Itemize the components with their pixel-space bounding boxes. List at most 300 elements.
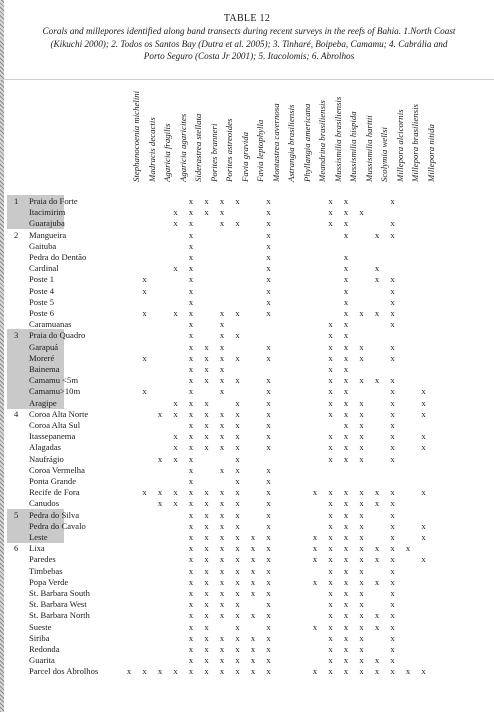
site-name: Bainema: [29, 364, 60, 374]
presence-mark: x: [343, 666, 349, 677]
presence-mark: x: [266, 599, 271, 610]
presence-mark: x: [328, 666, 333, 677]
presence-mark: x: [188, 588, 194, 598]
presence-mark: x: [204, 666, 209, 677]
presence-mark: x: [219, 420, 225, 430]
presence-mark: x: [204, 498, 209, 509]
species-name: Madracis decactis: [146, 117, 157, 182]
presence-mark: x: [359, 576, 364, 587]
presence-mark: x: [266, 509, 271, 520]
presence-mark: x: [421, 397, 426, 408]
presence-mark: x: [204, 352, 209, 363]
presence-mark: x: [359, 520, 364, 531]
presence-mark: x: [235, 588, 240, 598]
presence-mark: x: [312, 532, 318, 542]
table-row: [0, 476, 494, 487]
presence-mark: x: [328, 196, 333, 206]
presence-mark: x: [266, 263, 271, 274]
presence-mark: x: [328, 543, 333, 554]
presence-mark: x: [188, 431, 194, 442]
presence-mark: x: [235, 352, 240, 363]
presence-mark: x: [374, 621, 380, 632]
table-row: [0, 655, 494, 666]
presence-mark: x: [235, 632, 240, 643]
presence-mark: x: [157, 408, 163, 419]
table-row: [0, 252, 494, 263]
presence-mark: x: [343, 375, 349, 386]
table-row: [0, 330, 494, 341]
presence-mark: x: [235, 599, 240, 610]
presence-mark: x: [328, 588, 333, 598]
presence-mark: x: [219, 509, 225, 520]
site-name: Moreré: [29, 352, 55, 363]
presence-mark: x: [266, 352, 271, 363]
presence-mark: x: [219, 543, 225, 554]
presence-mark: x: [250, 644, 256, 654]
presence-mark: x: [188, 644, 194, 654]
region-number: 1: [14, 196, 19, 206]
presence-mark: x: [204, 621, 209, 632]
presence-mark: x: [328, 207, 333, 218]
presence-mark: x: [204, 644, 209, 654]
presence-mark: x: [173, 453, 178, 464]
presence-mark: x: [235, 442, 240, 453]
presence-mark: x: [343, 431, 349, 442]
table-row: [0, 454, 494, 465]
presence-mark: x: [188, 308, 194, 318]
species-name: Favia gravida: [239, 131, 250, 182]
presence-mark: x: [421, 554, 426, 565]
presence-mark: x: [390, 655, 395, 666]
presence-mark: x: [328, 397, 333, 408]
site-name: Poste 4: [29, 285, 55, 296]
presence-mark: x: [235, 576, 240, 587]
table-row: [0, 543, 494, 554]
presence-mark: x: [188, 408, 194, 419]
table-row: [0, 342, 494, 353]
table-row: [0, 409, 494, 420]
region-number: 4: [14, 408, 19, 419]
presence-mark: x: [359, 397, 364, 408]
presence-mark: x: [328, 621, 333, 632]
presence-mark: x: [343, 364, 349, 374]
presence-mark: x: [266, 240, 271, 251]
species-name: Scolymia wellsi: [379, 127, 389, 182]
presence-mark: x: [390, 588, 395, 598]
presence-mark: x: [173, 263, 178, 274]
presence-mark: x: [250, 655, 256, 666]
presence-mark: x: [421, 386, 426, 397]
presence-mark: x: [235, 330, 240, 341]
presence-mark: x: [374, 375, 380, 386]
table-row: [0, 297, 494, 308]
presence-mark: x: [359, 431, 364, 442]
presence-mark: x: [390, 576, 395, 587]
presence-mark: x: [359, 453, 364, 464]
presence-mark: x: [204, 610, 209, 621]
presence-mark: x: [266, 610, 271, 621]
presence-mark: x: [266, 621, 271, 632]
presence-mark: x: [173, 498, 178, 509]
presence-mark: x: [390, 442, 395, 453]
presence-mark: x: [343, 520, 349, 531]
presence-mark: x: [173, 431, 178, 442]
presence-mark: x: [328, 655, 333, 666]
site-name: Ponta Grande: [29, 476, 77, 486]
presence-mark: x: [235, 464, 240, 475]
presence-mark: x: [188, 352, 194, 363]
presence-mark: x: [328, 218, 333, 229]
presence-mark: x: [359, 599, 364, 610]
presence-mark: x: [266, 666, 271, 677]
presence-mark: x: [188, 229, 194, 240]
site-name: Poste 6: [29, 308, 55, 318]
presence-mark: x: [219, 666, 225, 677]
presence-mark: x: [390, 565, 395, 576]
presence-mark: x: [219, 610, 225, 621]
presence-mark: x: [328, 565, 333, 576]
presence-mark: x: [219, 588, 225, 598]
presence-mark: x: [219, 644, 225, 654]
presence-mark: x: [390, 554, 395, 565]
presence-mark: x: [343, 285, 349, 296]
presence-mark: x: [173, 487, 178, 498]
presence-mark: x: [266, 464, 271, 475]
site-name: Itassepanema: [29, 431, 76, 442]
presence-mark: x: [328, 453, 333, 464]
site-name: Guarajuba: [29, 218, 65, 229]
presence-mark: x: [235, 420, 240, 430]
presence-mark: x: [250, 532, 256, 542]
site-name: Caramuanas: [29, 319, 72, 330]
presence-mark: x: [250, 554, 256, 565]
table-row: [0, 230, 494, 241]
region-number: 2: [14, 229, 19, 240]
species-name: Siderastrea stellata: [193, 113, 203, 182]
presence-mark: x: [235, 565, 240, 576]
presence-mark: x: [390, 308, 395, 318]
presence-mark: x: [266, 554, 271, 565]
table-row: [0, 218, 494, 229]
presence-mark: x: [250, 632, 256, 643]
site-name: St. Barbara North: [29, 610, 90, 621]
presence-mark: x: [188, 207, 194, 218]
presence-mark: x: [374, 610, 380, 621]
presence-mark: x: [188, 252, 194, 262]
presence-mark: x: [359, 610, 364, 621]
presence-mark: x: [390, 520, 395, 531]
presence-mark: x: [359, 543, 364, 554]
presence-mark: x: [343, 229, 349, 240]
site-name: Coroa Alta Sul: [29, 420, 81, 430]
table-row: [0, 633, 494, 644]
presence-mark: x: [266, 420, 271, 430]
presence-mark: x: [188, 397, 194, 408]
site-name: Poste 1: [29, 274, 55, 285]
presence-mark: x: [374, 576, 380, 587]
presence-mark: x: [312, 487, 318, 498]
presence-mark: x: [390, 285, 395, 296]
presence-mark: x: [374, 274, 380, 285]
presence-mark: x: [235, 453, 240, 464]
presence-mark: x: [390, 453, 395, 464]
presence-mark: x: [266, 498, 271, 509]
table-row: [0, 610, 494, 621]
species-name: Millepora alcicornis: [394, 109, 405, 182]
presence-mark: x: [343, 644, 349, 654]
presence-mark: x: [359, 442, 364, 453]
site-name: Canudos: [29, 498, 60, 509]
presence-mark: x: [188, 196, 194, 206]
presence-mark: x: [266, 442, 271, 453]
presence-mark: x: [374, 308, 380, 318]
presence-mark: x: [235, 509, 240, 520]
table-row: [0, 241, 494, 252]
table-row: [0, 286, 494, 297]
presence-mark: x: [266, 218, 271, 229]
presence-mark: x: [188, 218, 194, 229]
presence-mark: x: [204, 431, 209, 442]
presence-mark: x: [188, 240, 194, 251]
region-number: 5: [14, 509, 19, 520]
presence-mark: x: [328, 498, 333, 509]
presence-mark: x: [188, 610, 194, 621]
presence-mark: x: [173, 207, 178, 218]
presence-mark: x: [188, 420, 194, 430]
presence-mark: x: [235, 397, 240, 408]
presence-mark: x: [188, 375, 194, 386]
presence-mark: x: [374, 229, 380, 240]
table-row: [0, 398, 494, 409]
presence-mark: x: [343, 632, 349, 643]
presence-mark: x: [359, 554, 364, 565]
presence-mark: x: [266, 644, 271, 654]
presence-mark: x: [359, 644, 364, 654]
species-name: Mussismilia brasiliensis: [332, 96, 343, 182]
species-name: Meandrina brasiliensis: [317, 100, 327, 182]
presence-mark: x: [188, 655, 194, 666]
presence-mark: x: [390, 621, 395, 632]
presence-mark: x: [204, 599, 209, 610]
presence-mark: x: [266, 397, 271, 408]
table-row: [0, 308, 494, 319]
presence-mark: x: [390, 632, 395, 643]
site-name: Itacimirim: [29, 207, 66, 218]
presence-mark: x: [343, 610, 349, 621]
table-row: [0, 420, 494, 431]
presence-mark: x: [343, 498, 349, 509]
presence-mark: x: [219, 599, 225, 610]
presence-mark: x: [235, 218, 240, 229]
presence-mark: x: [343, 509, 349, 520]
presence-mark: x: [343, 655, 349, 666]
presence-mark: x: [328, 532, 333, 542]
presence-mark: x: [204, 420, 209, 430]
presence-mark: x: [312, 554, 318, 565]
species-name: Millepora brasiliensis: [410, 104, 420, 182]
presence-mark: x: [343, 554, 349, 565]
presence-mark: x: [390, 274, 395, 285]
presence-mark: x: [328, 576, 333, 587]
presence-mark: x: [188, 632, 194, 643]
presence-mark: x: [328, 408, 333, 419]
presence-mark: x: [266, 543, 271, 554]
presence-mark: x: [157, 487, 163, 498]
presence-mark: x: [173, 308, 178, 318]
presence-mark: x: [312, 666, 318, 677]
presence-mark: x: [343, 543, 349, 554]
presence-mark: x: [266, 296, 271, 307]
presence-mark: x: [235, 431, 240, 442]
presence-mark: x: [390, 420, 395, 430]
presence-mark: x: [421, 532, 426, 542]
presence-mark: x: [343, 319, 349, 330]
presence-mark: x: [204, 632, 209, 643]
species-name: Mussismilia hispida: [348, 111, 358, 182]
presence-mark: x: [266, 476, 271, 486]
presence-mark: x: [188, 520, 194, 531]
presence-mark: x: [328, 520, 333, 531]
presence-mark: x: [188, 554, 194, 565]
presence-mark: x: [266, 196, 271, 206]
region-number: 3: [14, 330, 19, 341]
presence-mark: x: [188, 285, 194, 296]
table-row: [0, 386, 494, 397]
presence-mark: x: [219, 341, 225, 352]
presence-mark: x: [390, 498, 395, 509]
presence-mark: x: [266, 386, 271, 397]
species-name: Mussismilia harttii: [363, 115, 374, 182]
site-name: Aragipe: [29, 397, 57, 408]
presence-mark: x: [219, 218, 225, 229]
presence-mark: x: [235, 487, 240, 498]
presence-mark: x: [188, 464, 194, 475]
presence-mark: x: [343, 352, 349, 363]
species-name: Stephanocoenia michelini: [131, 90, 141, 182]
site-name: Gaituba: [29, 240, 57, 251]
caption-line: Corals and millepores identified along band transects during recent surveys in the reefs of Bahia. 1.North Coast: [42, 26, 456, 36]
site-name: Poste 5: [29, 296, 55, 307]
table-row: [0, 263, 494, 274]
species-name: Montastrea cavernosa: [270, 103, 281, 182]
table-row: [0, 666, 494, 677]
presence-mark: x: [235, 532, 240, 542]
presence-mark: x: [250, 543, 256, 554]
table-row: [0, 274, 494, 285]
presence-mark: x: [343, 207, 349, 218]
presence-mark: x: [219, 319, 225, 330]
table-row: [0, 532, 494, 543]
presence-mark: x: [219, 352, 225, 363]
species-name: Porites astreoides: [224, 118, 234, 182]
presence-mark: x: [173, 218, 178, 229]
presence-mark: x: [359, 621, 364, 632]
presence-mark: x: [142, 386, 147, 397]
presence-mark: x: [266, 207, 271, 218]
presence-mark: x: [142, 666, 147, 677]
presence-mark: x: [219, 655, 225, 666]
table-row: [0, 375, 494, 386]
presence-mark: x: [219, 364, 225, 374]
presence-mark: x: [235, 308, 240, 318]
presence-mark: x: [390, 509, 395, 520]
site-name: Praia do Quadro: [29, 330, 86, 341]
presence-mark: x: [188, 319, 194, 330]
presence-mark: x: [359, 308, 364, 318]
site-name: Paredes: [29, 554, 56, 565]
presence-mark: x: [390, 543, 395, 554]
presence-mark: x: [328, 442, 333, 453]
presence-mark: x: [343, 453, 349, 464]
table-row: [0, 498, 494, 509]
table-row: [0, 644, 494, 655]
presence-mark: x: [328, 644, 333, 654]
presence-mark: x: [312, 621, 318, 632]
presence-mark: x: [219, 576, 225, 587]
presence-mark: x: [188, 364, 194, 374]
presence-mark: x: [204, 196, 209, 206]
presence-mark: x: [359, 487, 364, 498]
presence-mark: x: [343, 341, 349, 352]
presence-mark: x: [188, 543, 194, 554]
presence-mark: x: [328, 487, 333, 498]
presence-mark: x: [235, 610, 240, 621]
presence-mark: x: [421, 442, 426, 453]
presence-mark: x: [359, 420, 364, 430]
presence-mark: x: [204, 207, 209, 218]
presence-mark: x: [204, 554, 209, 565]
species-name: Agaricia fragilis: [162, 123, 172, 182]
presence-mark: x: [204, 543, 209, 554]
presence-mark: x: [188, 476, 194, 486]
presence-mark: x: [188, 296, 194, 307]
presence-mark: x: [359, 375, 364, 386]
presence-mark: x: [188, 442, 194, 453]
presence-mark: x: [374, 263, 380, 274]
presence-mark: x: [266, 632, 271, 643]
table-row: [0, 319, 494, 330]
presence-mark: x: [142, 487, 147, 498]
presence-mark: x: [250, 588, 256, 598]
table-row: [0, 364, 494, 375]
presence-mark: x: [343, 487, 349, 498]
presence-mark: x: [157, 498, 163, 509]
presence-mark: x: [266, 229, 271, 240]
presence-mark: x: [390, 532, 395, 542]
presence-mark: x: [343, 196, 349, 206]
presence-mark: x: [235, 375, 240, 386]
table-row: [0, 599, 494, 610]
presence-mark: x: [359, 532, 364, 542]
presence-mark: x: [266, 431, 271, 442]
presence-mark: x: [219, 442, 225, 453]
presence-mark: x: [421, 487, 426, 498]
presence-mark: x: [266, 588, 271, 598]
presence-mark: x: [343, 274, 349, 285]
site-name: Popa Verde: [29, 576, 69, 587]
site-name: Mangueira: [29, 229, 67, 240]
presence-mark: x: [328, 632, 333, 643]
table-row: [0, 487, 494, 498]
presence-mark: x: [328, 330, 333, 341]
presence-mark: x: [157, 666, 163, 677]
presence-mark: x: [421, 666, 426, 677]
species-name: Astrangia brasiliensis: [286, 104, 296, 182]
presence-mark: x: [219, 554, 225, 565]
table-title: TABLE 12: [223, 13, 271, 24]
species-name: Favia leptophylla: [255, 119, 265, 182]
presence-mark: x: [266, 576, 271, 587]
